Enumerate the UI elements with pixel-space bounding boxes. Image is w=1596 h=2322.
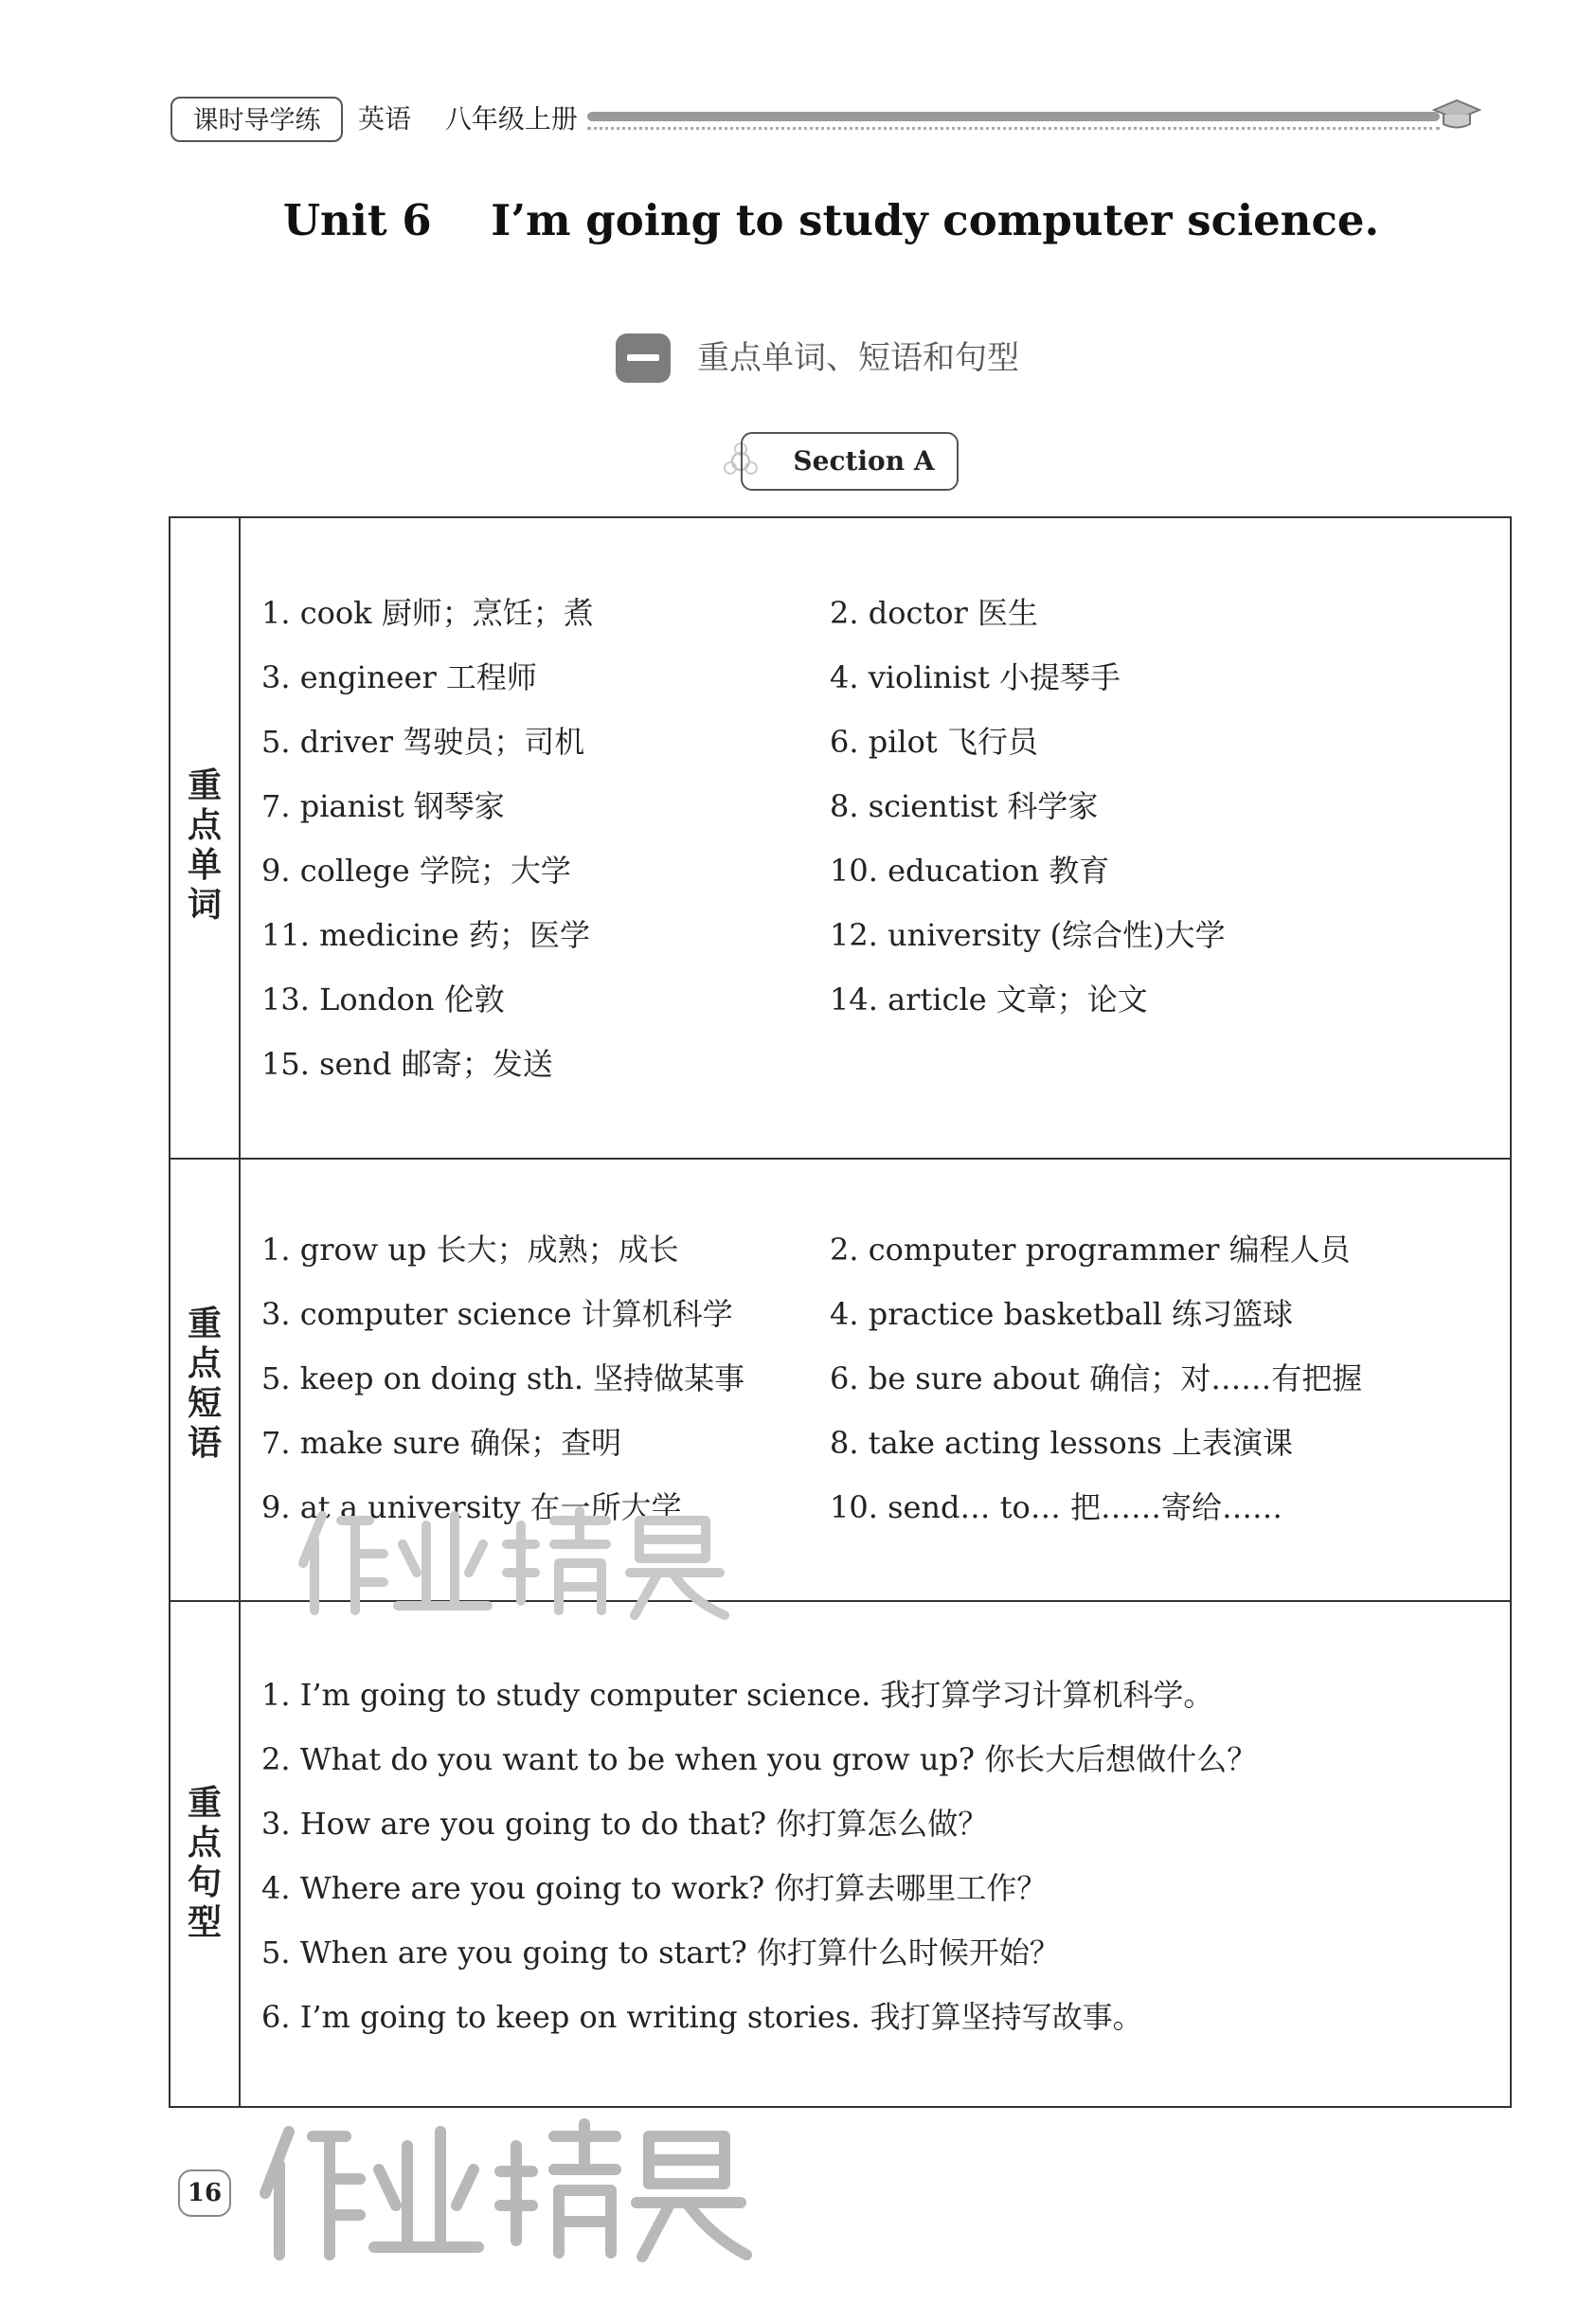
word-item: 10. education 教育 [830,853,1110,889]
book-series-label: 课时导学练 [170,97,343,142]
label-char: 短 [187,1384,222,1423]
phrase-item: 5. keep on doing sth. 坚持做某事 [261,1360,745,1396]
section-a-tag: Section A [741,432,959,491]
phrase-item: 3. computer science 计算机科学 [261,1296,733,1332]
vocabulary-table [169,516,1512,2108]
row-label-sentences [170,1784,239,1943]
one-icon [616,333,671,383]
word-item: 5. driver 驾驶员；司机 [261,724,585,760]
label-char: 句 [187,1863,222,1902]
graduation-cap-icon [1432,95,1481,133]
sentence-item: 4. Where are you going to work? 你打算去哪里工作？ [261,1870,1048,1906]
label-char: 型 [187,1903,222,1942]
label-column-divider [239,518,241,2106]
label-char: 重 [187,1784,222,1823]
section-heading: 重点单词、短语和句型 [697,339,1019,377]
phrase-item: 10. send… to… 把……寄给…… [830,1489,1282,1525]
grade-label: 八年级上册 [444,103,578,135]
sentence-item: 1. I’m going to study computer science. 我打算学习计算机科学。 [261,1677,1214,1713]
word-item: 7. pianist 钢琴家 [261,788,505,824]
phrase-item: 6. be sure about 确信；对……有把握 [830,1360,1363,1396]
header-dotted-line [587,127,1440,130]
word-item: 12. university (综合性)大学 [830,917,1226,953]
word-item: 9. college 学院；大学 [261,853,571,889]
phrase-item: 4. practice basketball 练习篮球 [830,1296,1293,1332]
phrase-item: 8. take acting lessons 上表演课 [830,1425,1293,1461]
label-char: 语 [187,1424,222,1463]
page-number: 16 [178,2169,231,2217]
header-divider [587,112,1440,121]
row-label-words [170,766,239,926]
sentence-item: 5. When are you going to start? 你打算什么时候开始？ [261,1935,1060,1971]
label-char: 点 [187,1344,222,1383]
phrase-item: 2. computer programmer 编程人员 [830,1232,1351,1268]
sentence-item: 6. I’m going to keep on writing stories. 我打算坚持写故事。 [261,1999,1143,2035]
label-char: 点 [187,1824,222,1863]
word-item: 3. engineer 工程师 [261,659,537,695]
word-item: 2. doctor 医生 [830,595,1038,631]
word-item: 11. medicine 药；医学 [261,917,590,953]
phrase-item: 9. at a university 在一所大学 [261,1489,682,1525]
word-item: 8. scientist 科学家 [830,788,1099,824]
row-divider-phrases [170,1600,1510,1602]
label-char: 点 [187,806,222,845]
sentence-item: 3. How are you going to do that? 你打算怎么做？ [261,1806,989,1842]
subject-label: 英语 [358,103,412,135]
word-item: 15. send 邮寄；发送 [261,1046,553,1082]
sentence-item: 2. What do you want to be when you grow up? 你长大后想做什么？ [261,1741,1258,1777]
phrase-item: 1. grow up 长大；成熟；成长 [261,1232,679,1268]
word-item: 1. cook 厨师；烹饪；煮 [261,595,594,631]
watermark-logo [246,2103,777,2274]
word-item: 4. violinist 小提琴手 [830,659,1121,695]
row-label-phrases [170,1305,239,1464]
phrase-item: 7. make sure 确保；查明 [261,1425,622,1461]
label-char: 单 [187,846,222,885]
label-char: 重 [187,766,222,805]
word-item: 6. pilot 飞行员 [830,724,1038,760]
word-item: 14. article 文章；论文 [830,981,1148,1017]
row-divider-words [170,1158,1510,1160]
word-item: 13. London 伦敦 [261,981,505,1017]
label-char: 重 [187,1305,222,1343]
unit-title: Unit 6 I’m going to study computer science. [282,195,1380,245]
label-char: 词 [187,886,222,925]
subject-grade-label [358,97,578,142]
